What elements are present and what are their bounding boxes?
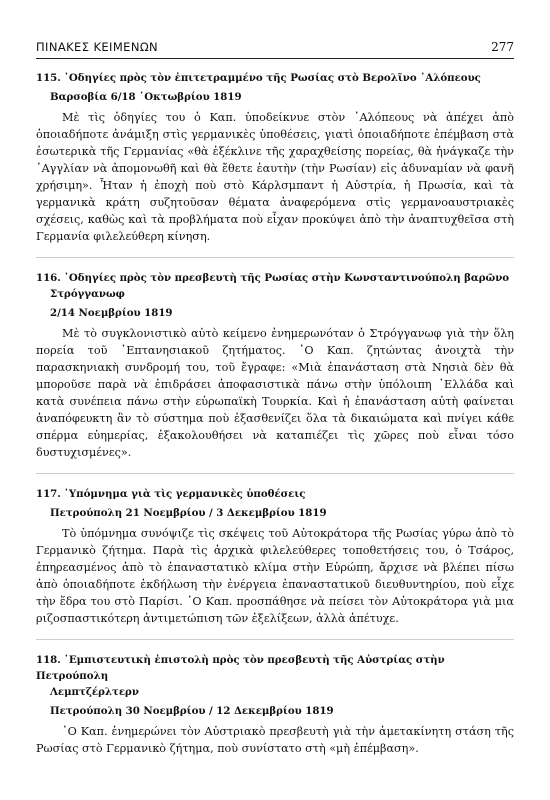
page-number: 277 <box>491 40 514 54</box>
entry-date: Πετρούπολη 21 Νοεμβρίου / 3 Δεκεμβρίου 1819 <box>50 507 327 519</box>
entry-heading <box>36 270 514 321</box>
entry-title-continuation: Στρόγγανωφ <box>50 288 125 300</box>
entry-title-continuation: Λεμπτζέρλτερν <box>50 686 139 698</box>
entry-number: 117. <box>36 488 61 500</box>
entry-date: 2/14 Νοεμβρίου 1819 <box>50 307 173 319</box>
entry-title: ῾Υπόμνημα γιὰ τὶς γερμανικὲς ὑποθέσεις <box>63 488 306 500</box>
entry-number: 118. <box>36 654 61 666</box>
entry-title: ᾿Οδηγίες πρὸς τὸν ἐπιτετραμμένο τῆς Ρωσίας στὸ Βερολῖνο ᾿Αλόπεους <box>63 72 481 84</box>
entry-116 <box>36 270 514 474</box>
entry-body: Μὲ τὶς ὁδηγίες του ὁ Καπ. ὑποδείκνυε στὸν ᾿Αλόπεους νὰ ἀπέχει ἀπὸ ὁποιαδήποτε ἀνάμιξη στὶς γερμανικὲς ὑποθέσεις, γιατὶ ὁποιαδήποτε ἐπέμβαση στὰ ἐσωτερικὰ τῆς Γερμανίας «θὰ ἐξέκλινε τῆς χαραχθείσης πορείας, θὰ ἠνάγκαζε τὴν ᾿Αγγλίαν νὰ ἀπομονωθῆ καὶ θὰ ἔθετε ἑαυτὴν (τὴν Ρωσίαν) εἰς ἀδυναμίαν νὰ φανῆ χρήσιμη». Ἦταν ἡ ἐποχὴ ποὺ στὸ Κάρλσμπαντ ἡ Αὐστρία, ἡ Πρωσία, καὶ τὰ γερμανικὰ κράτη συζητοῦσαν θέματα ἀναφερόμενα στὶς γερμανοαυστριακὲς σχέσεις, καθὼς καὶ τὰ προβλήματα ποὺ εἶχαν προκύψει ἀπὸ τὴν ἀναπτυχθεῖσα στὴ Γερμανία φιλελεύθερη κίνηση. <box>36 109 514 258</box>
entry-heading <box>36 486 514 521</box>
entry-117 <box>36 486 514 640</box>
entry-body: Τὸ ὑπόμνημα συνόψιζε τὶς σκέψεις τοῦ Αὐτοκράτορα τῆς Ρωσίας γύρω ἀπὸ τὸ Γερμανικὸ ζήτημα. Παρὰ τὶς ἀρχικὰ φιλελεύθερες τοποθετήσεις του, ὁ Τσάρος, ἐπηρεασμένος ἀπὸ τὸ ἐπαναστατικὸ κλίμα στὴν Εὐρώπη, ἄρχισε νὰ βλέπει πίσω ἀπὸ ὁποιαδήποτε ἐκδήλωση τὴν ἐνέργεια ἐπαναστατικοῦ διευθυντηρίου, ποὺ εἶχε τὴν ἕδρα του στὸ Παρίσι. ᾿Ο Καπ. προσπάθησε νὰ πείσει τὸν Αὐτοκράτορα γιὰ μια ριζοσπαστικότερη ἀντιμετώπιση τῶν ἐξελίξεων, ἀλλὰ ἀπέτυχε. <box>36 525 514 640</box>
running-head-title: ΠΙΝΑΚΕΣ ΚΕΙΜΕΝΩΝ <box>36 40 159 54</box>
entry-date: Βαρσοβία 6/18 ᾿Οκτωβρίου 1819 <box>50 91 242 103</box>
entry-body: ᾿Ο Καπ. ἐνημερώνει τὸν Αὐστριακὸ πρεσβευτὴ γιὰ τὴν ἀμετακίνητη στάση τῆς Ρωσίας στὸ Γερμανικὸ ζήτημα, ποὺ συνίστατο στὴ «μὴ ἐπέμβαση». <box>36 725 514 755</box>
entry-115 <box>36 70 514 258</box>
entry-date: Πετρούπολη 30 Νοεμβρίου / 12 Δεκεμβρίου 1819 <box>50 705 334 717</box>
entry-body: Μὲ τὸ συγκλονιστικὸ αὐτὸ κείμενο ἐνημερωνόταν ὁ Στρόγγανωφ γιὰ τὴν ὅλη πορεία τοῦ ᾿Επτανησιακοῦ ζητήματος. ᾿Ο Καπ. ζητώντας ἀνοιχτὰ τὴν παρασκηνιακὴ συνδρομή του, τοῦ ἔγραφε: «Μιὰ ἐπανάσταση στὰ Νησιὰ δὲν θὰ μποροῦσε παρὰ νὰ ἐπιδράσει ἀποφασιστικὰ πάνω στὴν ὑπόλοιπη ᾿Ελλάδα καὶ κατὰ συνέπεια πάνω στὴν εὐρωπαϊκὴ Τουρκία. Καὶ ἡ ἐπανάσταση αὐτὴ φαίνεται ἀναπόφευκτη ἂν τὸ σύστημα ποὺ ἐξασθενίζει ὅλα τὰ δικαιώματα καὶ πνίγει κάθε σπέρμα εὐημερίας, ἐξακολουθήσει νὰ καταπιέζει τὶς χῶρες ποὺ εἶναι τόσο δυστυχισμένες». <box>36 325 514 474</box>
entry-number: 116. <box>36 272 61 284</box>
entry-118 <box>36 652 514 769</box>
entry-heading <box>36 70 514 105</box>
running-head <box>36 40 514 56</box>
entry-title: ᾿Οδηγίες πρὸς τὸν πρεσβευτὴ τῆς Ρωσίας στὴν Κωνσταντινούπολη βαρῶνο <box>63 272 510 284</box>
entry-title: ᾿Εμπιστευτικὴ ἐπιστολὴ πρὸς τὸν πρεσβευτὴ τῆς Αὐστρίας στὴν Πετρούπολη <box>36 654 445 682</box>
entry-heading <box>36 652 514 719</box>
header-rule <box>36 58 514 59</box>
document-content <box>36 70 514 781</box>
entry-number: 115. <box>36 72 61 84</box>
